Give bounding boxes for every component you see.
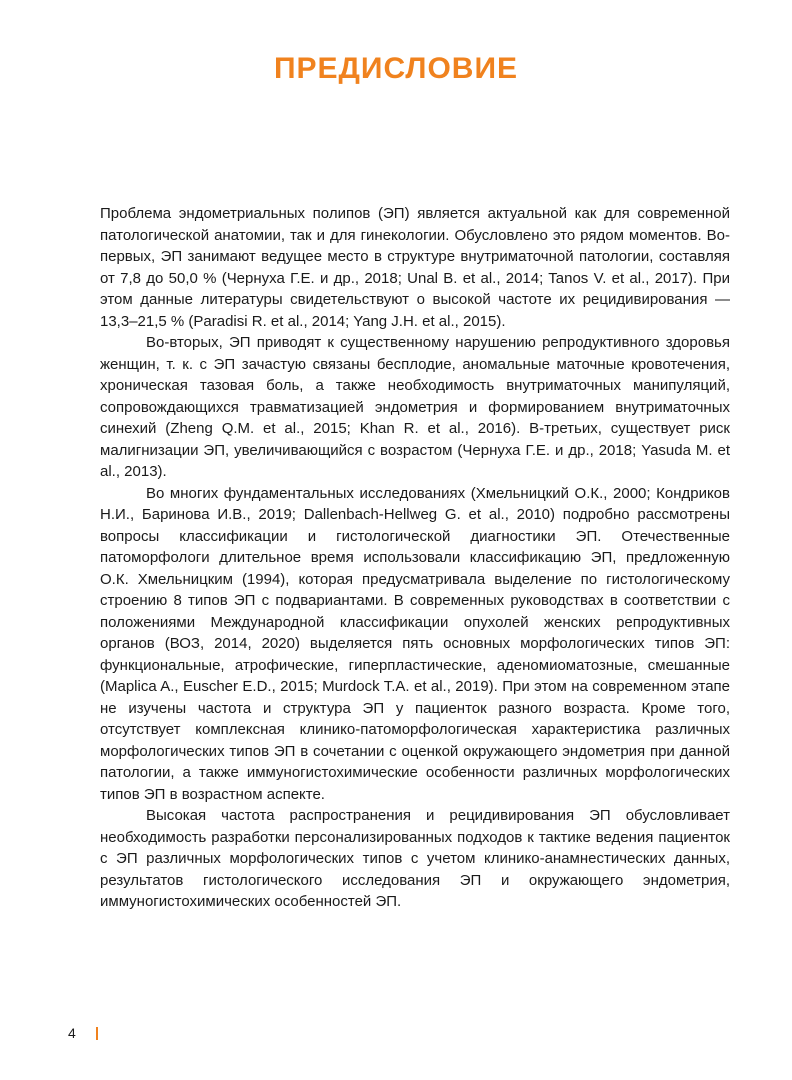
page-footer	[68, 1025, 98, 1041]
paragraph-3: Во многих фундаментальных исследованиях (Хмельницкий О.К., 2000; Кондриков Н.И., Баринова И.В., 2019; Dallenbach-Hellweg G. et al., 2010) подробно рассмотрены вопросы классификации и гистологической диагностики ЭП. Отечественные патоморфологи длительное время использовали классификацию ЭП, предложенную О.К. Хмельницким (1994), которая предусматривала выделение по гистологическому строению 8 типов ЭП с подвариантами. В современных руководствах в соответствии с положениями Международной классификации опухолей женских репродуктивных органов (ВОЗ, 2014, 2020) выделяется пять основных морфологических типов ЭП: функциональные, атрофические, гиперпластические, аденомиоматозные, смешанные (Maplica A., Euscher E.D., 2015; Murdock T.A. et al., 2019). При этом на современном этапе не изучены частота и структура ЭП у пациенток разного возраста. Кроме того, отсутствует комплексная клинико-патоморфологическая характеристика различных морфологических типов ЭП в сочетании с оценкой окружающего эндометрия при данной патологии, а также иммуногистохимические особенности различных морфологических типов ЭП в возрастном аспекте.	[100, 484, 730, 803]
page-number: 4	[68, 1025, 76, 1041]
paragraph-4: Высокая частота распространения и рецидивирования ЭП обусловливает необходимость разработки персонализированных подходов к тактике ведения пациенток с ЭП различных морфологических типов с учетом клинико-анамнестических данных, результатов гистологического исследования ЭП и окружающего эндометрия, иммуногистохимических особенностей ЭП.	[100, 807, 730, 910]
footer-accent-bar	[96, 1027, 98, 1040]
page-heading: ПРЕДИСЛОВИЕ	[273, 52, 519, 85]
body-text	[100, 203, 730, 913]
paragraph-1: Проблема эндометриальных полипов (ЭП) является актуальной как для современной патологической анатомии, так и для гинекологии. Обусловлено это рядом моментов. Во-первых, ЭП занимают ведущее место в структуре внутриматочной патологии, составляя от 7,8 до 50,0 % (Чернуха Г.Е. и др., 2018; Unal B. et al., 2014; Tanos V. et al., 2017). При этом данные литературы свидетельствуют о высокой частоте их рецидивирования — 13,3–21,5 % (Paradisi R. et al., 2014; Yang J.H. et al., 2015).	[100, 205, 730, 330]
paragraph-2: Во-вторых, ЭП приводят к существенному нарушению репродуктивного здоровья женщин, т. к. с ЭП зачастую связаны бесплодие, аномальные маточные кровотечения, хроническая тазовая боль, а также необходимость внутриматочных манипуляций, сопровождающихся травматизацией эндометрия и формированием внутриматочных синехий (Zheng Q.M. et al., 2015; Khan R. et al., 2016). В-третьих, существует риск малигнизации ЭП, увеличивающийся с возрастом (Чернуха Г.Е. и др., 2018; Yasuda M. et al., 2013).	[100, 334, 730, 480]
